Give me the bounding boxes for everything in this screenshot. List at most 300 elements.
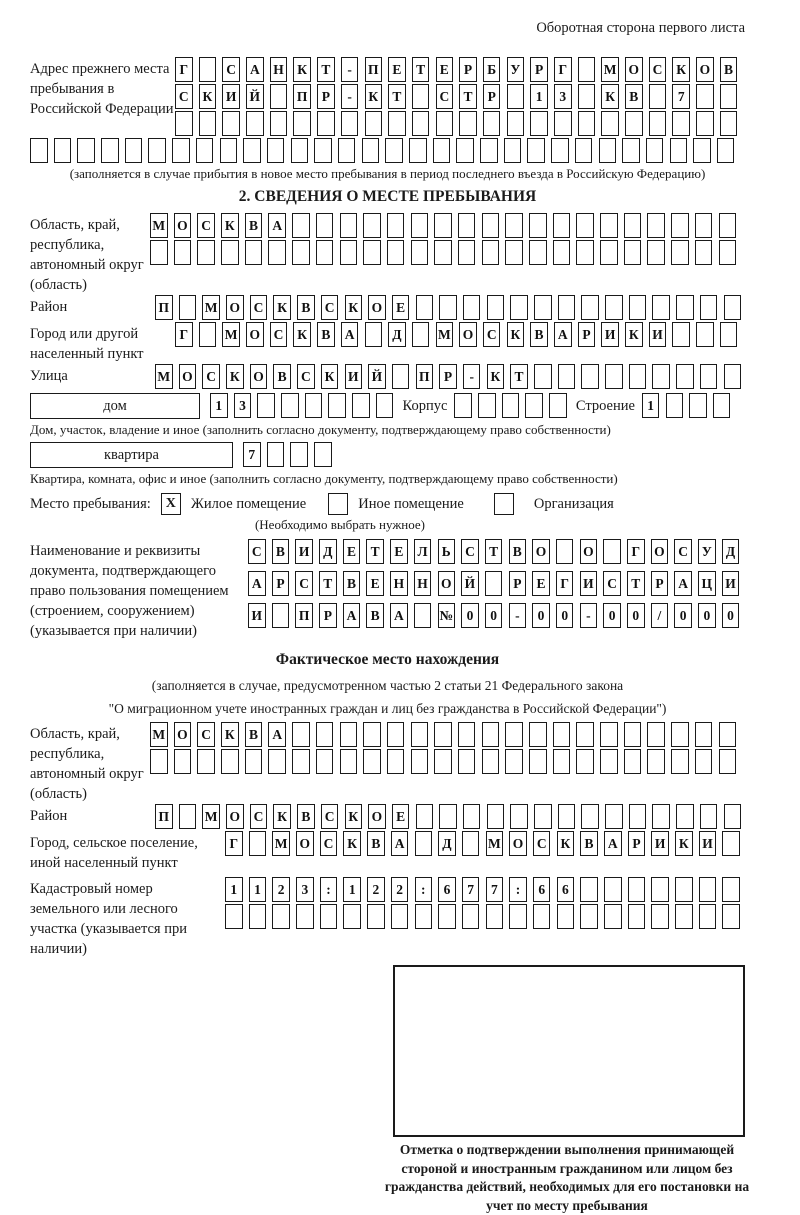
grid-cell[interactable]: В bbox=[509, 539, 527, 564]
grid-cell[interactable]: С bbox=[295, 571, 313, 596]
grid-cell[interactable] bbox=[293, 111, 311, 136]
grid-cell[interactable]: Р bbox=[483, 84, 501, 109]
grid-cell[interactable] bbox=[724, 364, 742, 389]
grid-cell[interactable]: А bbox=[554, 322, 572, 347]
grid-cell[interactable] bbox=[700, 295, 718, 320]
grid-cell[interactable]: 2 bbox=[391, 877, 409, 902]
grid-cell[interactable] bbox=[647, 749, 665, 774]
grid-cell[interactable] bbox=[625, 111, 643, 136]
grid-cell[interactable]: Т bbox=[319, 571, 337, 596]
grid-cell[interactable]: К bbox=[507, 322, 525, 347]
grid-cell[interactable] bbox=[719, 213, 737, 238]
grid-cell[interactable] bbox=[580, 877, 598, 902]
grid-cell[interactable] bbox=[392, 364, 410, 389]
grid-cell[interactable]: В bbox=[625, 84, 643, 109]
grid-cell[interactable]: О bbox=[509, 831, 527, 856]
grid-cell[interactable]: Р bbox=[578, 322, 596, 347]
grid-cell[interactable] bbox=[578, 84, 596, 109]
grid-cell[interactable] bbox=[197, 240, 215, 265]
grid-cell[interactable]: Й bbox=[368, 364, 386, 389]
grid-cell[interactable]: 0 bbox=[627, 603, 645, 628]
grid-cell[interactable] bbox=[507, 111, 525, 136]
grid-cell[interactable]: Л bbox=[414, 539, 432, 564]
grid-cell[interactable] bbox=[433, 138, 451, 163]
grid-cell[interactable]: № bbox=[438, 603, 456, 628]
grid-cell[interactable] bbox=[695, 749, 713, 774]
grid-cell[interactable]: 2 bbox=[367, 877, 385, 902]
grid-cell[interactable]: - bbox=[341, 84, 359, 109]
grid-cell[interactable]: О bbox=[226, 804, 244, 829]
grid-cell[interactable] bbox=[257, 393, 275, 418]
grid-cell[interactable] bbox=[438, 904, 456, 929]
grid-cell[interactable]: 3 bbox=[296, 877, 314, 902]
grid-cell[interactable]: К bbox=[343, 831, 361, 856]
grid-cell[interactable] bbox=[576, 722, 594, 747]
grid-cell[interactable]: Д bbox=[388, 322, 406, 347]
grid-cell[interactable]: В bbox=[272, 539, 290, 564]
grid-cell[interactable] bbox=[197, 749, 215, 774]
grid-cell[interactable]: К bbox=[273, 295, 291, 320]
grid-cell[interactable]: А bbox=[390, 603, 408, 628]
grid-cell[interactable] bbox=[363, 240, 381, 265]
grid-cell[interactable]: А bbox=[604, 831, 622, 856]
grid-cell[interactable]: Е bbox=[366, 571, 384, 596]
grid-cell[interactable]: 6 bbox=[557, 877, 575, 902]
grid-cell[interactable] bbox=[352, 393, 370, 418]
grid-cell[interactable]: У bbox=[507, 57, 525, 82]
grid-cell[interactable]: Р bbox=[651, 571, 669, 596]
grid-cell[interactable] bbox=[343, 904, 361, 929]
grid-cell[interactable] bbox=[340, 749, 358, 774]
grid-cell[interactable] bbox=[651, 877, 669, 902]
grid-cell[interactable] bbox=[459, 111, 477, 136]
grid-cell[interactable] bbox=[174, 749, 192, 774]
grid-cell[interactable] bbox=[629, 804, 647, 829]
grid-cell[interactable]: Ц bbox=[698, 571, 716, 596]
grid-cell[interactable] bbox=[529, 749, 547, 774]
grid-cell[interactable]: В bbox=[343, 571, 361, 596]
grid-cell[interactable] bbox=[622, 138, 640, 163]
grid-cell[interactable] bbox=[719, 722, 737, 747]
grid-cell[interactable] bbox=[695, 240, 713, 265]
grid-cell[interactable] bbox=[651, 904, 669, 929]
grid-cell[interactable] bbox=[557, 904, 575, 929]
grid-cell[interactable]: М bbox=[436, 322, 454, 347]
grid-cell[interactable] bbox=[101, 138, 119, 163]
grid-cell[interactable]: Н bbox=[390, 571, 408, 596]
grid-cell[interactable] bbox=[272, 603, 290, 628]
grid-cell[interactable]: К bbox=[675, 831, 693, 856]
grid-cell[interactable]: И bbox=[295, 539, 313, 564]
grid-cell[interactable] bbox=[314, 138, 332, 163]
grid-cell[interactable]: С bbox=[222, 57, 240, 82]
grid-cell[interactable]: Е bbox=[343, 539, 361, 564]
grid-cell[interactable] bbox=[576, 749, 594, 774]
grid-cell[interactable] bbox=[292, 749, 310, 774]
grid-cell[interactable] bbox=[245, 240, 263, 265]
grid-cell[interactable] bbox=[482, 213, 500, 238]
grid-cell[interactable] bbox=[553, 722, 571, 747]
grid-cell[interactable] bbox=[411, 240, 429, 265]
grid-cell[interactable] bbox=[719, 240, 737, 265]
grid-cell[interactable] bbox=[601, 111, 619, 136]
grid-cell[interactable] bbox=[150, 240, 168, 265]
grid-cell[interactable]: Н bbox=[270, 57, 288, 82]
grid-cell[interactable]: К bbox=[293, 322, 311, 347]
grid-cell[interactable]: А bbox=[248, 571, 266, 596]
grid-cell[interactable]: С bbox=[202, 364, 220, 389]
grid-cell[interactable]: Й bbox=[461, 571, 479, 596]
grid-cell[interactable]: 0 bbox=[698, 603, 716, 628]
grid-cell[interactable]: К bbox=[226, 364, 244, 389]
grid-cell[interactable] bbox=[695, 722, 713, 747]
grid-cell[interactable]: К bbox=[273, 804, 291, 829]
grid-cell[interactable] bbox=[415, 831, 433, 856]
grid-cell[interactable]: О bbox=[174, 213, 192, 238]
grid-cell[interactable] bbox=[505, 213, 523, 238]
grid-cell[interactable] bbox=[487, 295, 505, 320]
grid-cell[interactable] bbox=[652, 295, 670, 320]
grid-cell[interactable]: К bbox=[293, 57, 311, 82]
grid-cell[interactable]: И bbox=[222, 84, 240, 109]
grid-cell[interactable]: : bbox=[320, 877, 338, 902]
grid-cell[interactable]: М bbox=[150, 213, 168, 238]
grid-cell[interactable]: Р bbox=[509, 571, 527, 596]
grid-cell[interactable]: 1 bbox=[225, 877, 243, 902]
grid-cell[interactable] bbox=[486, 904, 504, 929]
grid-cell[interactable] bbox=[462, 904, 480, 929]
grid-cell[interactable] bbox=[666, 393, 684, 418]
grid-cell[interactable] bbox=[722, 904, 740, 929]
grid-cell[interactable] bbox=[529, 213, 547, 238]
grid-cell[interactable]: О bbox=[438, 571, 456, 596]
grid-cell[interactable]: С bbox=[320, 831, 338, 856]
grid-cell[interactable] bbox=[505, 722, 523, 747]
grid-cell[interactable]: Б bbox=[483, 57, 501, 82]
grid-cell[interactable]: Д bbox=[722, 539, 740, 564]
grid-cell[interactable] bbox=[693, 138, 711, 163]
grid-cell[interactable]: П bbox=[295, 603, 313, 628]
grid-cell[interactable]: И bbox=[601, 322, 619, 347]
grid-cell[interactable] bbox=[281, 393, 299, 418]
grid-cell[interactable] bbox=[478, 393, 496, 418]
grid-cell[interactable] bbox=[600, 749, 618, 774]
grid-cell[interactable]: 1 bbox=[642, 393, 660, 418]
grid-cell[interactable]: О bbox=[625, 57, 643, 82]
grid-cell[interactable]: Р bbox=[272, 571, 290, 596]
grid-cell[interactable]: И bbox=[699, 831, 717, 856]
grid-cell[interactable]: Г bbox=[556, 571, 574, 596]
grid-cell[interactable] bbox=[365, 111, 383, 136]
grid-cell[interactable]: - bbox=[341, 57, 359, 82]
grid-cell[interactable]: 7 bbox=[243, 442, 261, 467]
grid-cell[interactable]: П bbox=[365, 57, 383, 82]
grid-cell[interactable] bbox=[700, 804, 718, 829]
grid-cell[interactable]: О bbox=[174, 722, 192, 747]
grid-cell[interactable] bbox=[671, 749, 689, 774]
grid-cell[interactable] bbox=[576, 213, 594, 238]
grid-cell[interactable]: 1 bbox=[249, 877, 267, 902]
grid-cell[interactable] bbox=[454, 393, 472, 418]
grid-cell[interactable] bbox=[695, 213, 713, 238]
grid-cell[interactable] bbox=[338, 138, 356, 163]
grid-cell[interactable] bbox=[647, 722, 665, 747]
grid-cell[interactable]: К bbox=[601, 84, 619, 109]
grid-cell[interactable] bbox=[676, 364, 694, 389]
grid-cell[interactable]: И bbox=[649, 322, 667, 347]
grid-cell[interactable] bbox=[509, 904, 527, 929]
grid-cell[interactable]: С bbox=[461, 539, 479, 564]
grid-cell[interactable] bbox=[316, 213, 334, 238]
grid-cell[interactable] bbox=[387, 240, 405, 265]
grid-cell[interactable]: Е bbox=[392, 295, 410, 320]
grid-cell[interactable]: - bbox=[509, 603, 527, 628]
grid-cell[interactable] bbox=[483, 111, 501, 136]
grid-cell[interactable] bbox=[689, 393, 707, 418]
grid-cell[interactable] bbox=[556, 539, 574, 564]
grid-cell[interactable] bbox=[578, 57, 596, 82]
grid-cell[interactable] bbox=[439, 804, 457, 829]
grid-cell[interactable] bbox=[482, 749, 500, 774]
grid-cell[interactable]: Е bbox=[392, 804, 410, 829]
grid-cell[interactable]: В bbox=[297, 295, 315, 320]
grid-cell[interactable] bbox=[600, 240, 618, 265]
grid-cell[interactable]: Е bbox=[388, 57, 406, 82]
grid-cell[interactable] bbox=[458, 749, 476, 774]
grid-cell[interactable]: М bbox=[601, 57, 619, 82]
grid-cell[interactable] bbox=[268, 749, 286, 774]
grid-cell[interactable]: О bbox=[459, 322, 477, 347]
grid-cell[interactable] bbox=[576, 240, 594, 265]
grid-cell[interactable] bbox=[646, 138, 664, 163]
grid-cell[interactable] bbox=[647, 213, 665, 238]
grid-cell[interactable] bbox=[605, 295, 623, 320]
grid-cell[interactable]: М bbox=[222, 322, 240, 347]
grid-cell[interactable]: : bbox=[415, 877, 433, 902]
grid-cell[interactable] bbox=[245, 749, 263, 774]
grid-cell[interactable] bbox=[249, 904, 267, 929]
grid-cell[interactable] bbox=[179, 804, 197, 829]
grid-cell[interactable]: К bbox=[345, 804, 363, 829]
grid-cell[interactable]: О bbox=[696, 57, 714, 82]
grid-cell[interactable] bbox=[316, 749, 334, 774]
grid-cell[interactable]: Г bbox=[175, 322, 193, 347]
grid-cell[interactable] bbox=[54, 138, 72, 163]
grid-cell[interactable] bbox=[581, 295, 599, 320]
grid-cell[interactable]: 1 bbox=[210, 393, 228, 418]
grid-cell[interactable]: И bbox=[248, 603, 266, 628]
grid-cell[interactable] bbox=[624, 213, 642, 238]
grid-cell[interactable]: - bbox=[580, 603, 598, 628]
grid-cell[interactable] bbox=[367, 904, 385, 929]
grid-cell[interactable]: О bbox=[368, 295, 386, 320]
grid-cell[interactable]: С bbox=[603, 571, 621, 596]
grid-cell[interactable]: С bbox=[533, 831, 551, 856]
grid-cell[interactable]: 1 bbox=[530, 84, 548, 109]
grid-cell[interactable]: Т bbox=[510, 364, 528, 389]
grid-cell[interactable]: Г bbox=[225, 831, 243, 856]
grid-cell[interactable]: 0 bbox=[532, 603, 550, 628]
grid-cell[interactable] bbox=[510, 295, 528, 320]
grid-cell[interactable] bbox=[534, 295, 552, 320]
grid-cell[interactable]: Р bbox=[628, 831, 646, 856]
grid-cell[interactable]: В bbox=[366, 603, 384, 628]
grid-cell[interactable] bbox=[551, 138, 569, 163]
grid-cell[interactable] bbox=[412, 84, 430, 109]
stay-checkbox-other[interactable] bbox=[328, 493, 348, 515]
grid-cell[interactable]: Т bbox=[412, 57, 430, 82]
grid-cell[interactable]: К bbox=[321, 364, 339, 389]
grid-cell[interactable] bbox=[340, 722, 358, 747]
grid-cell[interactable] bbox=[292, 240, 310, 265]
grid-cell[interactable] bbox=[700, 364, 718, 389]
grid-cell[interactable]: С bbox=[197, 722, 215, 747]
grid-cell[interactable]: К bbox=[557, 831, 575, 856]
grid-cell[interactable]: О bbox=[368, 804, 386, 829]
grid-cell[interactable] bbox=[179, 295, 197, 320]
grid-cell[interactable]: В bbox=[273, 364, 291, 389]
grid-cell[interactable]: А bbox=[268, 213, 286, 238]
grid-cell[interactable] bbox=[77, 138, 95, 163]
grid-cell[interactable] bbox=[243, 138, 261, 163]
grid-cell[interactable]: Т bbox=[485, 539, 503, 564]
grid-cell[interactable] bbox=[434, 240, 452, 265]
grid-cell[interactable]: А bbox=[246, 57, 264, 82]
grid-cell[interactable] bbox=[246, 111, 264, 136]
grid-cell[interactable] bbox=[628, 904, 646, 929]
grid-cell[interactable] bbox=[391, 904, 409, 929]
grid-cell[interactable]: Т bbox=[459, 84, 477, 109]
grid-cell[interactable] bbox=[341, 111, 359, 136]
grid-cell[interactable]: П bbox=[155, 804, 173, 829]
grid-cell[interactable] bbox=[676, 295, 694, 320]
grid-cell[interactable] bbox=[415, 904, 433, 929]
grid-cell[interactable]: В bbox=[720, 57, 738, 82]
grid-cell[interactable] bbox=[363, 749, 381, 774]
grid-cell[interactable] bbox=[558, 364, 576, 389]
grid-cell[interactable] bbox=[199, 57, 217, 82]
grid-cell[interactable] bbox=[416, 804, 434, 829]
grid-cell[interactable] bbox=[600, 213, 618, 238]
grid-cell[interactable] bbox=[463, 295, 481, 320]
grid-cell[interactable]: / bbox=[651, 603, 669, 628]
grid-cell[interactable]: : bbox=[509, 877, 527, 902]
grid-cell[interactable] bbox=[411, 722, 429, 747]
grid-cell[interactable]: А bbox=[391, 831, 409, 856]
grid-cell[interactable]: 0 bbox=[556, 603, 574, 628]
grid-cell[interactable] bbox=[175, 111, 193, 136]
grid-cell[interactable]: О bbox=[580, 539, 598, 564]
grid-cell[interactable]: К bbox=[221, 213, 239, 238]
grid-cell[interactable]: 7 bbox=[462, 877, 480, 902]
grid-cell[interactable] bbox=[504, 138, 522, 163]
grid-cell[interactable] bbox=[529, 722, 547, 747]
grid-cell[interactable] bbox=[717, 138, 735, 163]
grid-cell[interactable]: О bbox=[651, 539, 669, 564]
grid-cell[interactable] bbox=[482, 240, 500, 265]
grid-cell[interactable]: В bbox=[580, 831, 598, 856]
grid-cell[interactable]: М bbox=[272, 831, 290, 856]
grid-cell[interactable] bbox=[699, 904, 717, 929]
grid-cell[interactable] bbox=[502, 393, 520, 418]
grid-cell[interactable] bbox=[196, 138, 214, 163]
grid-cell[interactable] bbox=[458, 722, 476, 747]
grid-cell[interactable] bbox=[696, 84, 714, 109]
grid-cell[interactable]: 0 bbox=[485, 603, 503, 628]
grid-cell[interactable]: С bbox=[321, 295, 339, 320]
grid-cell[interactable]: М bbox=[202, 295, 220, 320]
grid-cell[interactable] bbox=[629, 364, 647, 389]
grid-cell[interactable] bbox=[340, 213, 358, 238]
grid-cell[interactable]: Ь bbox=[438, 539, 456, 564]
grid-cell[interactable] bbox=[411, 749, 429, 774]
grid-cell[interactable] bbox=[199, 111, 217, 136]
grid-cell[interactable] bbox=[649, 111, 667, 136]
grid-cell[interactable]: О bbox=[246, 322, 264, 347]
grid-cell[interactable] bbox=[412, 111, 430, 136]
grid-cell[interactable]: 0 bbox=[722, 603, 740, 628]
grid-cell[interactable]: П bbox=[155, 295, 173, 320]
grid-cell[interactable] bbox=[487, 804, 505, 829]
grid-cell[interactable] bbox=[174, 240, 192, 265]
grid-cell[interactable]: С bbox=[436, 84, 454, 109]
grid-cell[interactable] bbox=[720, 322, 738, 347]
grid-cell[interactable]: К bbox=[221, 722, 239, 747]
grid-cell[interactable]: О bbox=[532, 539, 550, 564]
grid-cell[interactable]: П bbox=[416, 364, 434, 389]
grid-cell[interactable]: Д bbox=[438, 831, 456, 856]
grid-cell[interactable]: Т bbox=[366, 539, 384, 564]
stay-checkbox-residential[interactable]: X bbox=[161, 493, 181, 515]
grid-cell[interactable]: 3 bbox=[234, 393, 252, 418]
grid-cell[interactable] bbox=[30, 138, 48, 163]
grid-cell[interactable]: О bbox=[226, 295, 244, 320]
grid-cell[interactable] bbox=[696, 111, 714, 136]
grid-cell[interactable] bbox=[553, 240, 571, 265]
grid-cell[interactable] bbox=[482, 722, 500, 747]
grid-cell[interactable] bbox=[376, 393, 394, 418]
grid-cell[interactable]: К bbox=[625, 322, 643, 347]
grid-cell[interactable] bbox=[292, 213, 310, 238]
grid-cell[interactable]: Р bbox=[317, 84, 335, 109]
grid-cell[interactable]: Г bbox=[554, 57, 572, 82]
grid-cell[interactable] bbox=[385, 138, 403, 163]
grid-cell[interactable] bbox=[458, 213, 476, 238]
grid-cell[interactable] bbox=[720, 84, 738, 109]
grid-cell[interactable]: 2 bbox=[272, 877, 290, 902]
grid-cell[interactable] bbox=[719, 749, 737, 774]
grid-cell[interactable] bbox=[530, 111, 548, 136]
grid-cell[interactable] bbox=[724, 295, 742, 320]
grid-cell[interactable]: Г bbox=[175, 57, 193, 82]
grid-cell[interactable] bbox=[599, 138, 617, 163]
grid-cell[interactable] bbox=[316, 722, 334, 747]
grid-cell[interactable] bbox=[724, 804, 742, 829]
grid-cell[interactable]: В bbox=[297, 804, 315, 829]
grid-cell[interactable] bbox=[412, 322, 430, 347]
grid-cell[interactable]: - bbox=[463, 364, 481, 389]
grid-cell[interactable] bbox=[720, 111, 738, 136]
grid-cell[interactable] bbox=[624, 240, 642, 265]
grid-cell[interactable] bbox=[722, 831, 740, 856]
grid-cell[interactable]: К bbox=[365, 84, 383, 109]
grid-cell[interactable]: Е bbox=[436, 57, 454, 82]
grid-cell[interactable]: К bbox=[199, 84, 217, 109]
grid-cell[interactable] bbox=[676, 804, 694, 829]
grid-cell[interactable]: В bbox=[245, 213, 263, 238]
grid-cell[interactable]: С bbox=[175, 84, 193, 109]
grid-cell[interactable] bbox=[456, 138, 474, 163]
